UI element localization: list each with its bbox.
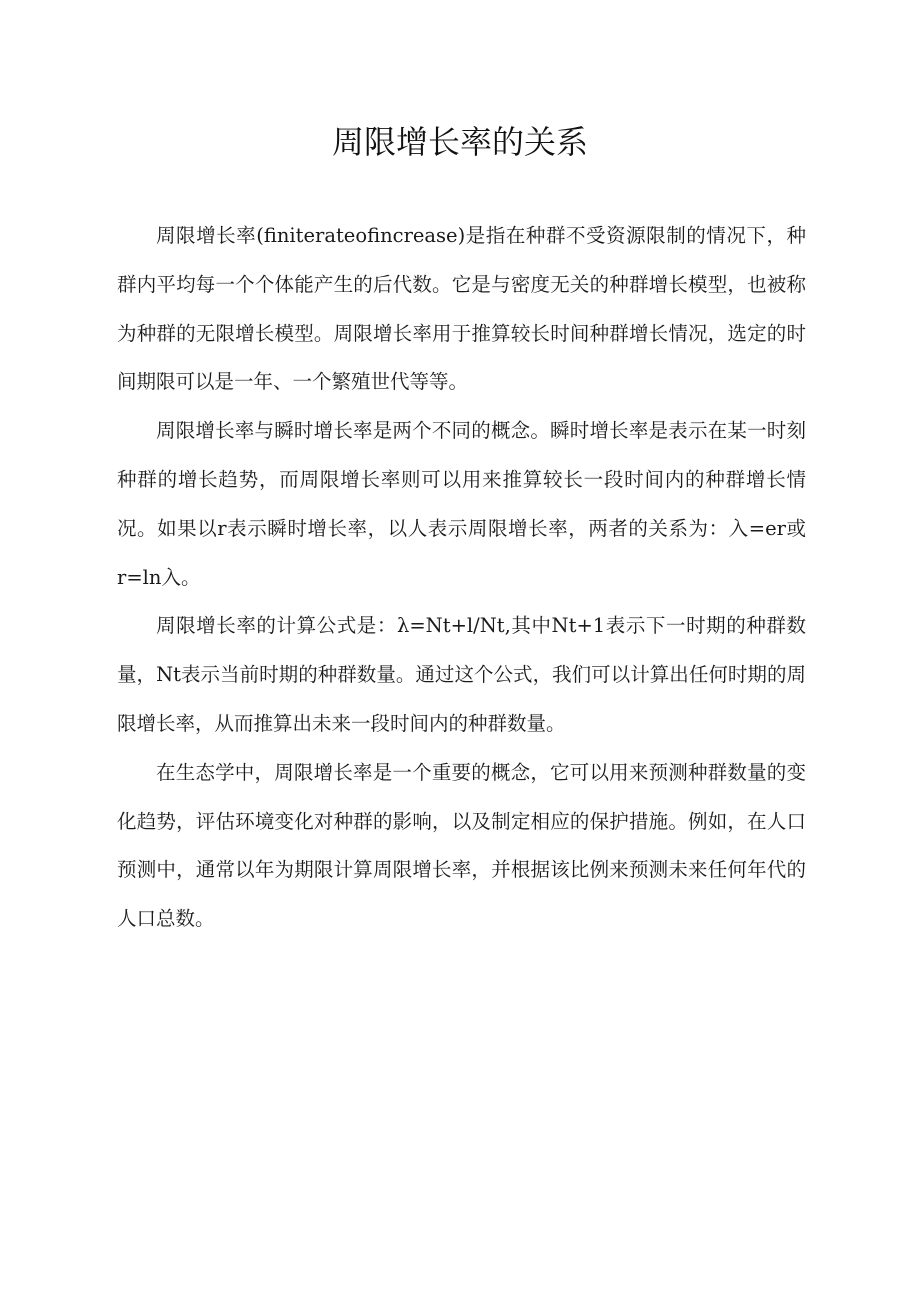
paragraph-comparison: 周限增长率与瞬时增长率是两个不同的概念。瞬时增长率是表示在某一时刻种群的增长趋势，而周限增长率则可以用来推算较长一段时间内的种群增长情况。如果以r表示瞬时增长率，以人表示周限增长率，两者的关系为：入=er或r=ln入。 [117, 419, 806, 589]
document-body [117, 212, 806, 944]
paragraph-formula: 周限增长率的计算公式是：λ=Nt+l/Nt,其中Nt+1表示下一时期的种群数量，Nt表示当前时期的种群数量。通过这个公式，我们可以计算出任何时期的周限增长率，从而推算出未来一段时间内的种群数量。 [117, 614, 806, 735]
paragraph-definition: 周限增长率(finiterateofincrease)是指在种群不受资源限制的情况下，种群内平均每一个个体能产生的后代数。它是与密度无关的种群增长模型，也被称为种群的无限增长模型。周限增长率用于推算较长时间种群增长情况，选定的时间期限可以是一年、一个繁殖世代等等。 [117, 224, 806, 394]
page-title: 周限增长率的关系 [331, 123, 588, 161]
paragraph-ecology: 在生态学中，周限增长率是一个重要的概念，它可以用来预测种群数量的变化趋势，评估环境变化对种群的影响，以及制定相应的保护措施。例如，在人口预测中，通常以年为期限计算周限增长率，并根据该比例来预测未来任何年代的人口总数。 [117, 760, 806, 931]
